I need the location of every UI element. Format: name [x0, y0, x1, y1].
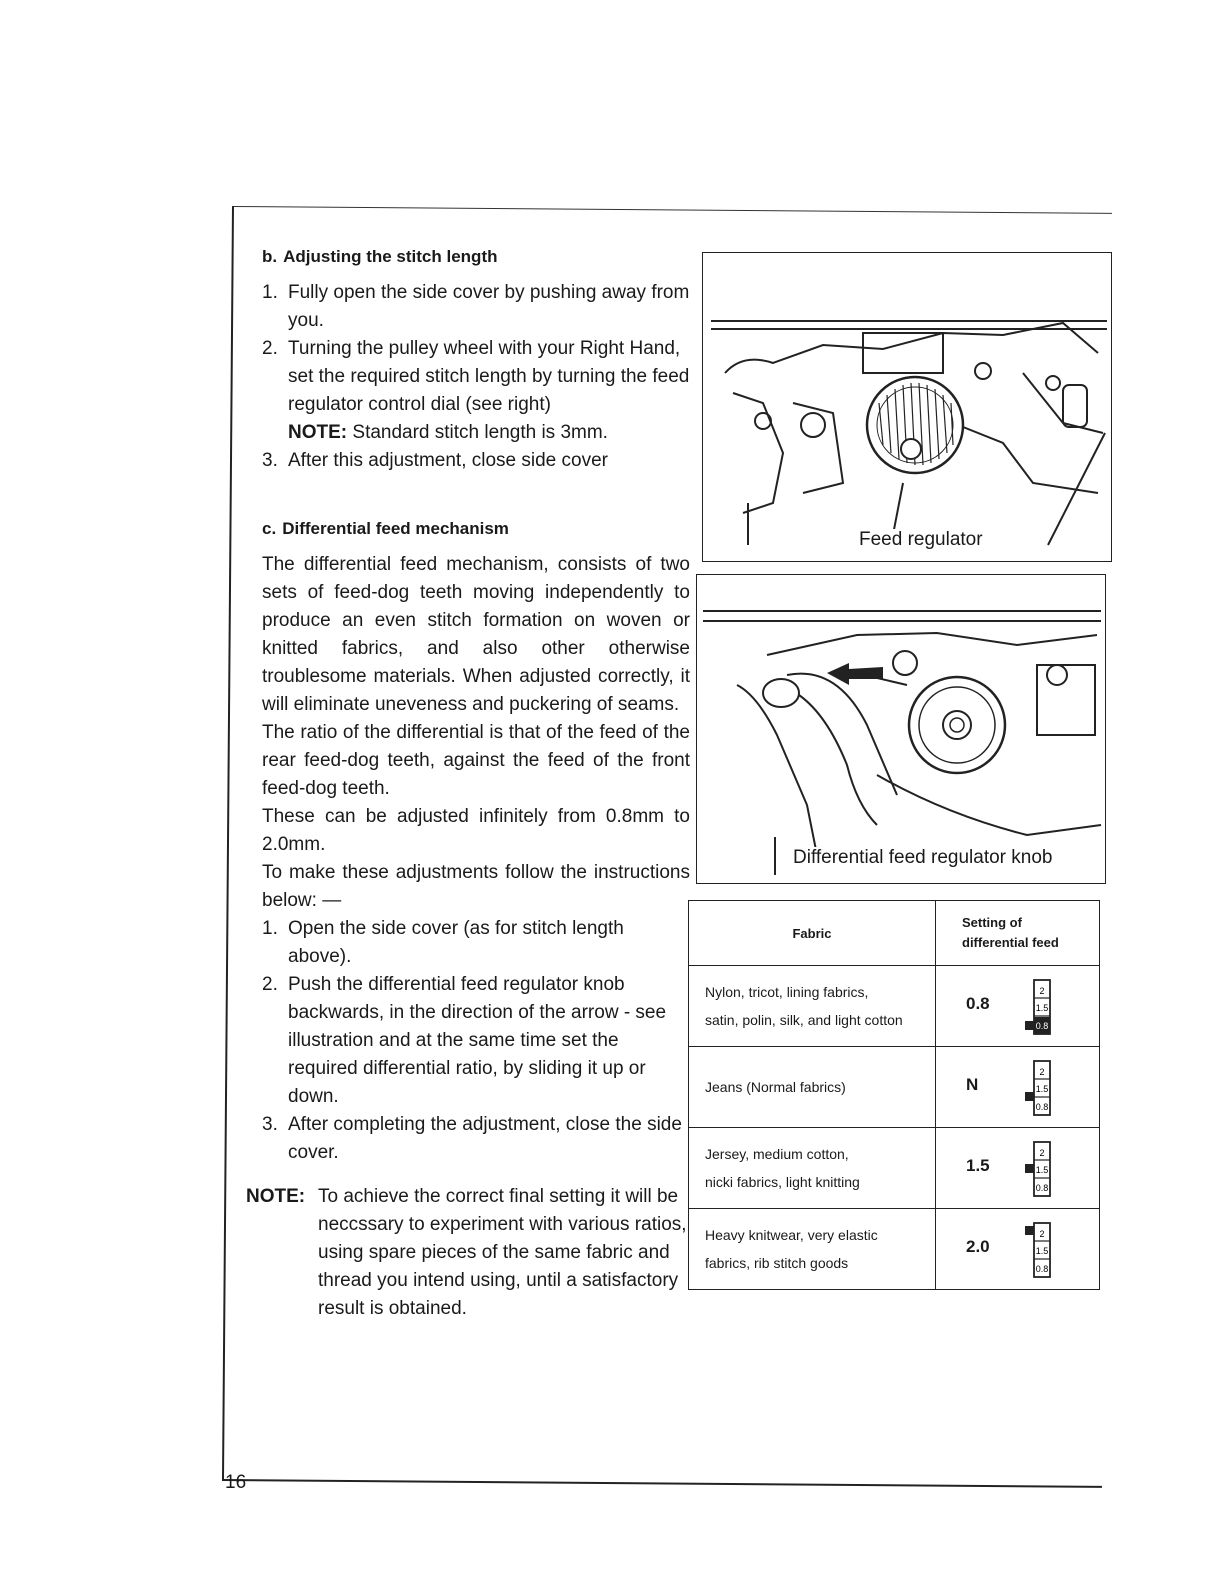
- final-setting-note: NOTE: To achieve the correct final setting it will be neccssary to experiment with various ratios, using spare pieces of the same fabric and thread you intend using, until a satisfactory result is obtained.: [246, 1186, 687, 1319]
- svg-text:2: 2: [1039, 1067, 1045, 1077]
- svg-text:1.5: 1.5: [1035, 1084, 1049, 1094]
- svg-text:0.8: 0.8: [1035, 1021, 1049, 1031]
- svg-text:1.5: 1.5: [1035, 1165, 1049, 1175]
- section-b-step: 2. Turning the pulley wheel with your Right Hand, set the required stitch length by turning the feed regulator control dial (see right) NOTE: Standard stitch length is 3mm.: [262, 338, 690, 443]
- feed-regulator-dial: [867, 377, 963, 473]
- setting-cell: N 2 1.5 0.8: [936, 1047, 1100, 1128]
- section-b-step: 1. Fully open the side cover by pushing away from you.: [262, 282, 690, 331]
- setting-cell: 1.5 2 1.5 0.8: [936, 1128, 1100, 1209]
- table-header-row: [689, 901, 1100, 966]
- table-row: [689, 1047, 1100, 1128]
- fabric-cell: Nylon, tricot, lining fabrics, satin, polin, silk, and light cotton: [689, 966, 936, 1047]
- standard-stitch-note: NOTE: Standard stitch length is 3mm.: [288, 422, 608, 443]
- svg-text:2: 2: [1039, 1148, 1045, 1158]
- svg-text:1.5: 1.5: [1035, 1003, 1049, 1013]
- svg-text:0.8: 0.8: [1035, 1183, 1049, 1193]
- differential-feed-table: [688, 900, 1100, 1290]
- feed-regulator-caption: Feed regulator: [855, 529, 987, 551]
- section-c-paragraph: The ratio of the differential is that of the feed of the rear feed-dog teeth, against the feed of the front feed-dog teeth.: [262, 722, 690, 799]
- setting-cell: 0.8 2 1.5 0.8: [936, 966, 1100, 1047]
- differential-knob-caption: Differential feed regulator knob: [789, 847, 1056, 869]
- differential-knob-illustration: [696, 574, 1106, 884]
- hand-sketch: [763, 679, 877, 825]
- gauge-icon: [1024, 1059, 1052, 1117]
- gauge-icon: [1024, 978, 1052, 1036]
- arrow-icon: [827, 663, 883, 685]
- table-row: [689, 1128, 1100, 1209]
- section-c-paragraph: These can be adjusted infinitely from 0.8mm to 2.0mm.: [262, 806, 690, 855]
- svg-text:0.8: 0.8: [1035, 1264, 1049, 1274]
- fabric-header: Fabric: [689, 901, 936, 966]
- section-c-heading: c. Differential feed mechanism: [262, 519, 509, 538]
- feed-regulator-drawing: [703, 253, 1111, 561]
- page-number: 16: [225, 1472, 247, 1493]
- section-b-heading: b. Adjusting the stitch length: [262, 247, 498, 266]
- setting-cell: 2.0 2 1.5 0.8: [936, 1209, 1100, 1290]
- section-c-step: 3. After completing the adjustment, close the side cover.: [262, 1114, 682, 1163]
- fabric-cell: Jersey, medium cotton, nicki fabrics, light knitting: [689, 1128, 936, 1209]
- text-column: [246, 243, 690, 1342]
- differential-knob-drawing: [697, 575, 1105, 883]
- fabric-cell: Jeans (Normal fabrics): [689, 1047, 936, 1128]
- svg-text:1.5: 1.5: [1035, 1246, 1049, 1256]
- table-row: [689, 1209, 1100, 1290]
- section-c-paragraph: To make these adjustments follow the instructions below: —: [262, 862, 690, 911]
- setting-header: Setting of differential feed: [936, 901, 1100, 966]
- section-c-step: 2. Push the differential feed regulator knob backwards, in the direction of the arrow - see illustration and at the same time set the required differential ratio, by sliding it up or down.: [262, 974, 667, 1107]
- section-b-step: 3. After this adjustment, close side cover: [262, 450, 608, 471]
- section-c-paragraph: The differential feed mechanism, consists of two sets of feed-dog teeth moving independently to produce an even stitch formation on woven or knitted fabrics, and also other otherwise troublesome materials. When adjusted correctly, it will eliminate uneveness and puckering of seams.: [262, 554, 690, 715]
- svg-text:0.8: 0.8: [1035, 1102, 1049, 1112]
- feed-regulator-illustration: [702, 252, 1112, 562]
- fabric-cell: Heavy knitwear, very elastic fabrics, rib stitch goods: [689, 1209, 936, 1290]
- gauge-icon: [1024, 1140, 1052, 1198]
- section-c-step: 1. Open the side cover (as for stitch length above).: [262, 918, 624, 967]
- differential-knob: [909, 677, 1005, 773]
- svg-text:2: 2: [1039, 986, 1045, 996]
- table-row: [689, 966, 1100, 1047]
- gauge-icon: [1024, 1221, 1052, 1279]
- svg-text:2: 2: [1039, 1229, 1045, 1239]
